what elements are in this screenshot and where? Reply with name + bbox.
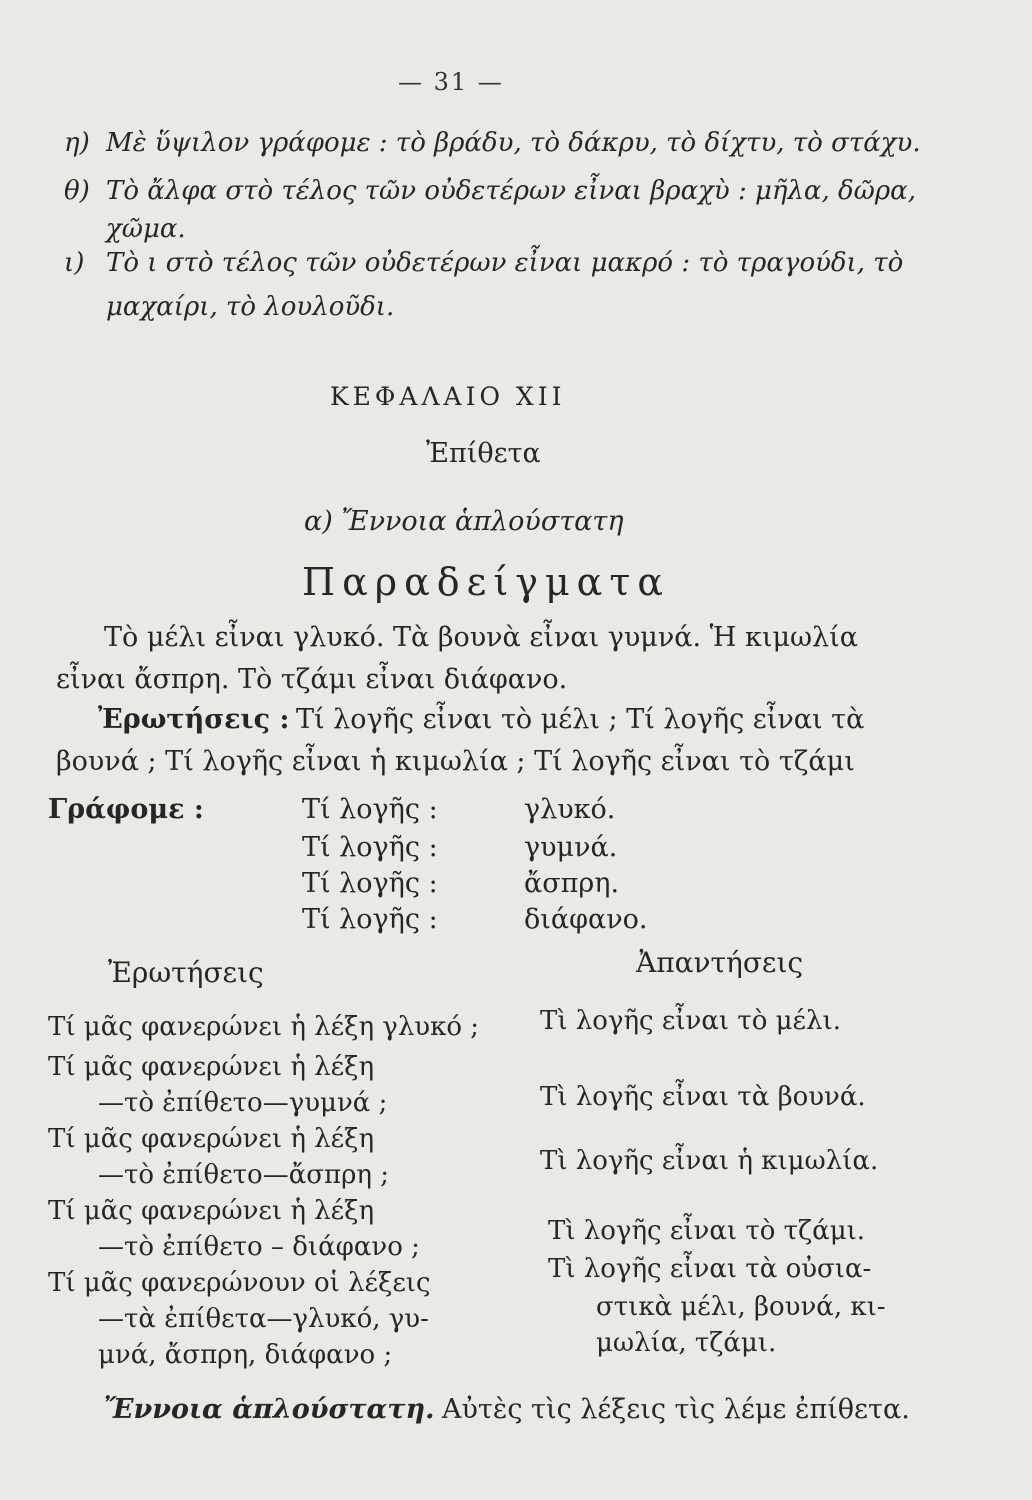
page-number: — 31 —: [398, 68, 504, 96]
rule-eta-line: Μὲ ὕψιλον γράφομε : τὸ βράδυ, τὸ δάκρυ, τὸ δίχτυ, τὸ στάχυ.: [106, 128, 921, 158]
rule-iota-line: Τὸ ι στὸ τέλος τῶν οὐδετέρων εἶναι μακρό : τὸ τραγούδι, τὸ: [106, 248, 904, 278]
rule-iota-marker: ι): [64, 248, 85, 278]
answer-line: Τὶ λογῆς εἶναι ἡ κιμωλία.: [540, 1146, 879, 1176]
questions-line-2: βουνά ; Τί λογῆς εἶναι ἡ κιμωλία ; Τί λογῆς εἶναι τὸ τζάμι: [56, 746, 855, 777]
chapter-heading: ΚΕΦΑΛΑΙΟ XII: [330, 382, 566, 411]
question-line: —τὸ ἐπίθετο—γυμνά ;: [98, 1088, 388, 1118]
examples-title: Παραδείγματα: [302, 560, 671, 604]
question-line: Τί μᾶς φανερώνει ἡ λέξη: [48, 1196, 375, 1226]
examples-line-1: Τὸ μέλι εἶναι γλυκό. Τὰ βουνὰ εἶναι γυμνά. Ἡ κιμωλία: [104, 622, 858, 653]
writing-label: Γράφομε :: [48, 794, 204, 825]
question-line: Τί μᾶς φανερώνουν οἱ λέξεις: [48, 1268, 431, 1298]
answer-line: Τὶ λογῆς εἶναι τὸ μέλι.: [540, 1006, 841, 1036]
answer-line: μωλία, τζάμι.: [596, 1328, 777, 1358]
question-line: —τὸ ἐπίθετο—ἄσπρη ;: [98, 1160, 389, 1190]
writing-answer: γυμνά.: [524, 832, 618, 863]
section-title: α) Ἔννοια ἁπλούστατη: [304, 506, 624, 537]
writing-question: Τί λογῆς :: [302, 868, 438, 899]
rule-theta-line: Τὸ ἄλφα στὸ τέλος τῶν οὐδετέρων εἶναι βραχὺ : μῆλα, δῶρα,: [106, 176, 916, 206]
questions-line-1: Τί λογῆς εἶναι τὸ μέλι ; Τί λογῆς εἶναι τὰ: [296, 704, 865, 735]
writing-question: Τί λογῆς :: [302, 904, 438, 935]
rule-theta-marker: θ): [64, 176, 90, 206]
answer-line: Τὶ λογῆς εἶναι τὰ βουνά.: [540, 1082, 866, 1112]
conclusion-label: Ἔννοια ἁπλούστατη.: [104, 1394, 435, 1425]
question-line: Τί μᾶς φανερώνει ἡ λέξη: [48, 1124, 375, 1154]
question-line: μνά, ἄσπρη, διάφανο ;: [98, 1340, 393, 1370]
question-line: Τί μᾶς φανερώνει ἡ λέξη: [48, 1052, 375, 1082]
answers-column-header: Ἀπαντήσεις: [636, 946, 804, 979]
chapter-subtitle: Ἐπίθετα: [426, 438, 541, 469]
writing-question: Τί λογῆς :: [302, 794, 438, 825]
questions-column-header: Ἐρωτήσεις: [108, 956, 264, 989]
writing-answer: γλυκό.: [524, 794, 616, 825]
questions-label: Ἐρωτήσεις :: [98, 704, 290, 735]
rule-eta-marker: η): [64, 128, 90, 158]
question-line: Τί μᾶς φανερώνει ἡ λέξη γλυκό ;: [48, 1012, 480, 1042]
answer-line: Τὶ λογῆς εἶναι τὸ τζάμι.: [548, 1216, 866, 1246]
question-line: —τὸ ἐπίθετο – διάφανο ;: [98, 1232, 420, 1262]
question-line: —τὰ ἐπίθετα—γλυκό, γυ-: [98, 1304, 429, 1334]
rule-iota-line-cont: μαχαίρι, τὸ λουλοῦδι.: [106, 292, 395, 322]
examples-line-2: εἶναι ἄσπρη. Τὸ τζάμι εἶναι διάφανο.: [56, 664, 568, 695]
writing-question: Τί λογῆς :: [302, 832, 438, 863]
answer-line: Τὶ λογῆς εἶναι τὰ οὐσια-: [548, 1254, 872, 1284]
conclusion-text: Αὐτὲς τὶς λέξεις τὶς λέμε ἐπίθετα.: [442, 1394, 910, 1425]
writing-answer: ἄσπρη.: [524, 868, 620, 899]
answer-line: στικὰ μέλι, βουνά, κι-: [596, 1292, 886, 1322]
writing-answer: διάφανο.: [524, 904, 648, 935]
rule-theta-line-cont: χῶμα.: [106, 214, 186, 244]
